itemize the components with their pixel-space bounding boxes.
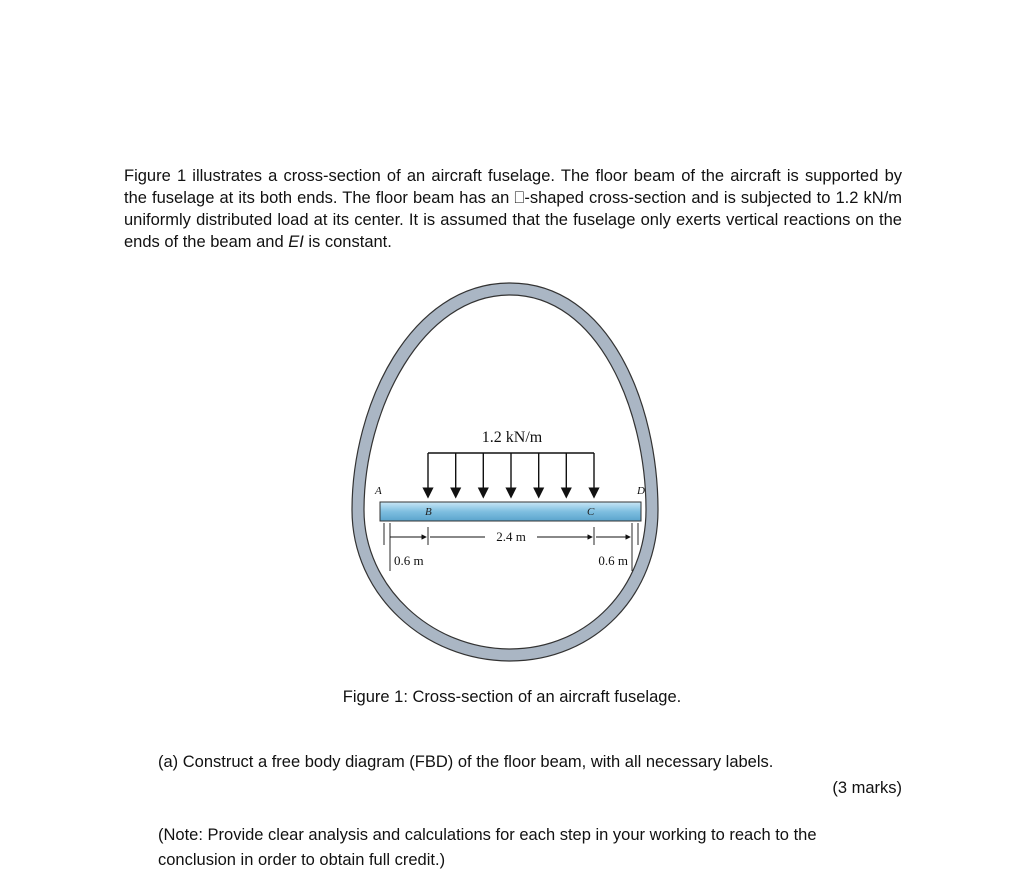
dim-middle-label: 2.4 m [496, 529, 526, 544]
ei-symbol: EI [288, 233, 304, 251]
dim-left-label: 0.6 m [394, 553, 424, 568]
dim-right-label: 0.6 m [598, 553, 628, 568]
point-d-label: D [637, 485, 645, 497]
load-label: 1.2 kN/m [481, 429, 543, 446]
point-a-label: A [375, 485, 382, 497]
fuselage-diagram [340, 275, 680, 670]
distributed-load [428, 453, 594, 493]
point-c-label: C [587, 506, 595, 518]
question-a-marks: (3 marks) [832, 779, 902, 797]
point-b-label: B [425, 506, 432, 518]
fuselage-ring [352, 283, 658, 661]
note-text: (Note: Provide clear analysis and calculations for each step in your working to reach to the conclusion in order to obtain full credit.) [158, 826, 817, 869]
floor-beam [380, 502, 641, 521]
question-a: (a) Construct a free body diagram (FBD) of the floor beam, with all necessary labels. [158, 753, 774, 771]
problem-text-part1: Figure 1 illustrates a cross-section of an aircraft fuselage. The floor beam of the aircraft is supported by the fuselage at its both ends. The floor beam has an ⎕-shaped cross-section and is subjected to 1.2 kN/m uniformly distributed load at its center. It is assumed that the fuselage only exerts vertical reactions on the ends of the beam and [124, 167, 902, 251]
figure-caption: Figure 1: Cross-section of an aircraft fuselage. [342, 688, 682, 706]
problem-text-part2: is constant. [303, 233, 392, 251]
fuselage-figure [340, 275, 680, 670]
problem-statement [124, 165, 902, 253]
